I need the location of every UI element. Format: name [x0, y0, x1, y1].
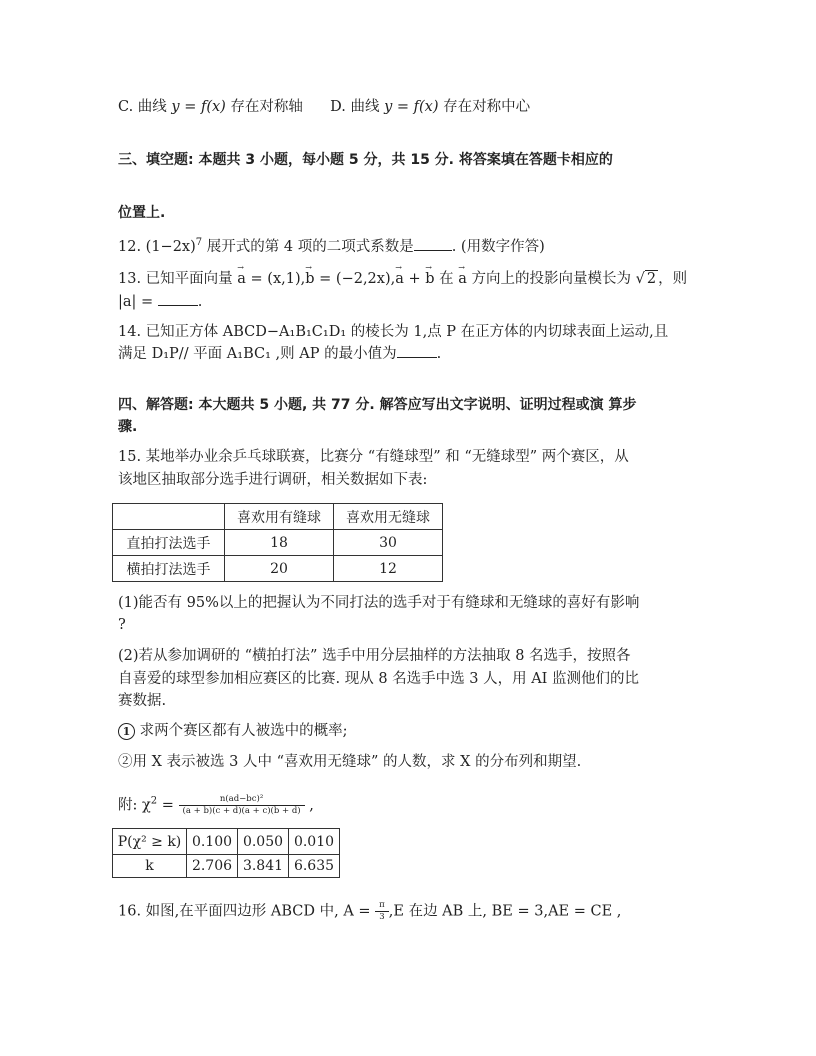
question-12: 12. $(1-2x)^7$ 展开式的第 4 项的二项式系数是 . (用数字作答)	[118, 237, 545, 255]
option-c: C. 曲线 y = f(x) 存在对称轴	[118, 99, 303, 115]
appendix-formula: 附: $\chi^2$ = $\frac{\text{n(ad−bc)²}}{(a + b)(c + d)(a + c)(b + d)}$ ,	[118, 794, 314, 816]
section4-heading-cont: 骤.	[118, 419, 138, 435]
circled-one-icon: 1	[118, 723, 135, 740]
q11-options	[118, 96, 698, 118]
answer-blank	[158, 292, 198, 306]
option-d: D. 曲线 y = f(x) 存在对称中心	[330, 99, 531, 115]
table-row: P(χ² ≥ k) 0.100 0.050 0.010	[113, 829, 340, 855]
q15-part1: (1)能否有 95%以上的把握认为不同打法的选手对于有缝球和无缝球的喜好有影响	[118, 595, 640, 611]
question-14: 14. 已知正方体 ABCD−A₁B₁C₁D₁ 的棱长为 1,点 P 在正方体的内切球表面上运动,且	[118, 324, 669, 340]
q15-part2: (2)若从参加调研的 “横拍打法” 选手中用分层抽样的方法抽取 8 名选手，按照各	[118, 648, 631, 664]
answer-blank	[414, 237, 452, 251]
survey-table	[112, 503, 443, 582]
q15-sub1: 1 求两个赛区都有人被选中的概率;	[118, 720, 698, 742]
question-15: 15. 某地举办业余乒乓球联赛，比赛分 “有缝球型” 和 “无缝球型” 两个赛区，从	[118, 449, 629, 465]
table-row: 直拍打法选手 18 30	[113, 530, 443, 556]
table-row: 喜欢用有缝球 喜欢用无缝球	[113, 504, 443, 530]
section3-heading: 三、填空题: 本题共 3 小题，每小题 5 分，共 15 分. 将答案填在答题卡相应的	[118, 152, 613, 168]
chi-square-fraction: $\frac{\text{n(ad−bc)²}}{(a + b)(c + d)(a + c)(b + d)}$	[179, 794, 305, 817]
q15-part2-cont2: 赛数据.	[118, 693, 167, 709]
chi-square-table	[112, 828, 340, 878]
pi-over-three: $\frac{\pi}{3}$	[375, 900, 389, 923]
question-14-cont: 满足 D₁P// 平面 A₁BC₁ ,则 AP 的最小值为 .	[118, 346, 442, 362]
question-13-cont: |a| = .	[118, 294, 203, 310]
q15-sub2: ②用 X 表示被选 3 人中 “喜欢用无缝球” 的人数，求 X 的分布列和期望.	[118, 754, 582, 770]
table-row: k 2.706 3.841 6.635	[113, 855, 340, 878]
question-16: 16. 如图,在平面四边形 ABCD 中, A = $\frac{\pi}{3}$ ,E 在边 AB 上, BE = 3,AE = CE ,	[118, 900, 622, 922]
q15-part2-cont1: 自喜爱的球型参加相应赛区的比赛. 现从 8 名选手中选 3 人，用 AI 监测他们的比	[118, 671, 640, 687]
q15-part1-cont: ?	[118, 617, 126, 633]
question-13: 13. 已知平面向量 → a = (x,1),→ b = (−2,2x),→ a + → b 在 → a 方向上的投影向量模长为 √ 2 ，则	[118, 268, 698, 290]
section4-heading: 四、解答题: 本大题共 5 小题, 共 77 分. 解答应写出文字说明、证明过程或演 算步	[118, 397, 637, 413]
table-row: 横拍打法选手 20 12	[113, 556, 443, 582]
question-15-cont: 该地区抽取部分选手进行调研，相关数据如下表:	[118, 472, 428, 488]
answer-blank	[397, 344, 437, 358]
section3-heading-cont: 位置上.	[118, 205, 166, 221]
